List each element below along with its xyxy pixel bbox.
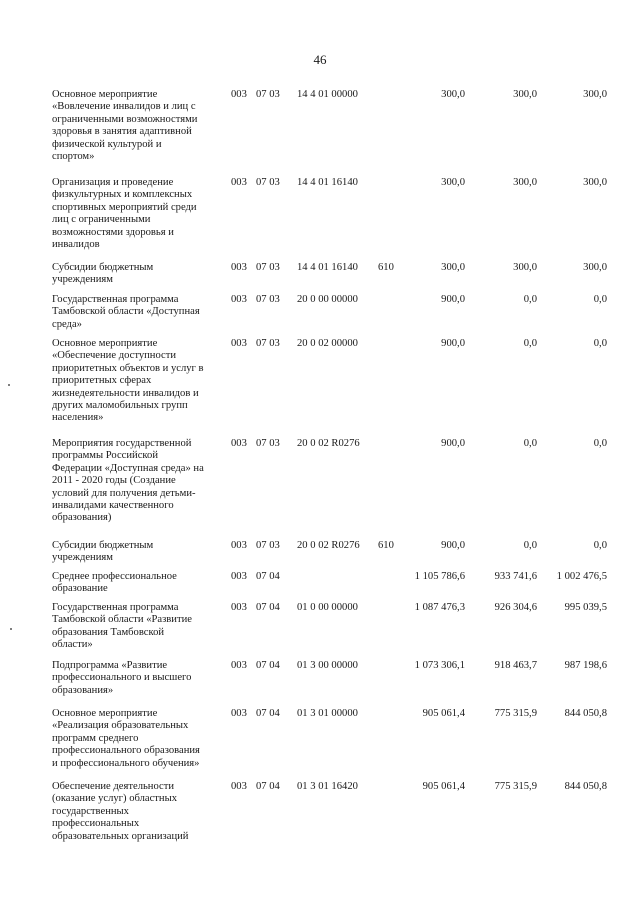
amount-year-1: 1 105 786,6 bbox=[414, 571, 465, 582]
row-name bbox=[52, 660, 228, 697]
department-code: 003 bbox=[231, 294, 247, 305]
row-name-line: лиц с ограниченными bbox=[52, 214, 151, 226]
amount-year-1: 905 061,4 bbox=[422, 708, 465, 719]
section-code: 07 04 bbox=[256, 602, 280, 613]
amount-year-2: 0,0 bbox=[523, 294, 537, 305]
row-name-line: «Обеспечение доступности bbox=[52, 350, 177, 362]
row-name-line: образовательных организаций bbox=[52, 830, 189, 842]
row-name bbox=[52, 438, 228, 525]
row-name-line: других маломобильных групп bbox=[52, 400, 188, 412]
department-code: 003 bbox=[231, 89, 247, 100]
row-name-line: Основное мероприятие bbox=[52, 89, 158, 100]
expense-type-code: 610 bbox=[378, 262, 394, 273]
row-name bbox=[52, 602, 228, 652]
amount-year-1: 900,0 bbox=[441, 540, 465, 551]
department-code: 003 bbox=[231, 338, 247, 349]
department-code: 003 bbox=[231, 177, 247, 188]
row-name bbox=[52, 708, 228, 770]
amount-year-3: 300,0 bbox=[583, 262, 607, 273]
row-name bbox=[52, 781, 228, 843]
row-name-line: Тамбовской области «Развитие bbox=[52, 614, 192, 626]
row-name-line: «Реализация образовательных bbox=[52, 720, 189, 732]
section-code: 07 04 bbox=[256, 660, 280, 671]
amount-year-2: 933 741,6 bbox=[494, 571, 537, 582]
row-name-line: Обеспечение деятельности bbox=[52, 781, 175, 792]
target-article-code: 14 4 01 16140 bbox=[297, 262, 358, 273]
row-name-line: среда» bbox=[52, 318, 82, 330]
department-code: 003 bbox=[231, 438, 247, 449]
row-name bbox=[52, 294, 228, 331]
row-name-line: профессионального и высшего bbox=[52, 672, 192, 684]
row-name-line: Среднее профессиональное bbox=[52, 571, 177, 582]
row-name bbox=[52, 177, 228, 251]
row-name-line: жизнедеятельности инвалидов и bbox=[52, 387, 199, 399]
row-name bbox=[52, 571, 228, 596]
row-name-line: образования Тамбовской bbox=[52, 626, 165, 638]
amount-year-1: 300,0 bbox=[441, 89, 465, 100]
target-article-code: 20 0 02 R0276 bbox=[297, 438, 360, 449]
section-code: 07 03 bbox=[256, 89, 280, 100]
row-name-line: условий для получения детьми- bbox=[52, 487, 196, 499]
row-name-line: учреждениям bbox=[52, 552, 113, 564]
amount-year-3: 995 039,5 bbox=[564, 602, 607, 613]
amount-year-1: 1 073 306,1 bbox=[414, 660, 465, 671]
row-name-line: физической культурой и bbox=[52, 138, 162, 150]
department-code: 003 bbox=[231, 602, 247, 613]
row-name-line: образования» bbox=[52, 684, 114, 696]
amount-year-2: 775 315,9 bbox=[494, 781, 537, 792]
target-article-code: 01 3 01 16420 bbox=[297, 781, 358, 792]
row-name-line: здоровья в занятия адаптивной bbox=[52, 126, 192, 138]
section-code: 07 03 bbox=[256, 177, 280, 188]
row-name-line: учреждениям bbox=[52, 274, 113, 286]
department-code: 003 bbox=[231, 262, 247, 273]
department-code: 003 bbox=[231, 571, 247, 582]
row-name-line: Федерации «Доступная среда» на bbox=[52, 462, 204, 474]
amount-year-1: 900,0 bbox=[441, 438, 465, 449]
amount-year-2: 300,0 bbox=[513, 262, 537, 273]
row-name-line: образование bbox=[52, 583, 108, 595]
row-name-line: Государственная программа bbox=[52, 602, 179, 613]
row-name-line: возможностями здоровья и bbox=[52, 226, 174, 238]
amount-year-1: 1 087 476,3 bbox=[414, 602, 465, 613]
amount-year-2: 0,0 bbox=[523, 338, 537, 349]
amount-year-2: 775 315,9 bbox=[494, 708, 537, 719]
row-name-line: и профессионального обучения» bbox=[52, 757, 200, 769]
row-name-line: приоритетных объектов и услуг в bbox=[52, 362, 204, 374]
department-code: 003 bbox=[231, 660, 247, 671]
expense-type-code: 610 bbox=[378, 540, 394, 551]
amount-year-3: 0,0 bbox=[593, 294, 607, 305]
row-name bbox=[52, 338, 228, 425]
amount-year-2: 0,0 bbox=[523, 438, 537, 449]
row-name-line: приоритетных сферах bbox=[52, 375, 152, 387]
amount-year-2: 300,0 bbox=[513, 89, 537, 100]
row-name-line: профессиональных bbox=[52, 818, 140, 830]
amount-year-3: 0,0 bbox=[593, 438, 607, 449]
row-name bbox=[52, 262, 228, 287]
section-code: 07 04 bbox=[256, 781, 280, 792]
row-name bbox=[52, 540, 228, 565]
amount-year-2: 918 463,7 bbox=[494, 660, 537, 671]
row-name-line: программы Российской bbox=[52, 450, 158, 462]
row-name-line: Организация и проведение bbox=[52, 177, 174, 188]
amount-year-2: 926 304,6 bbox=[494, 602, 537, 613]
amount-year-1: 905 061,4 bbox=[422, 781, 465, 792]
row-name-line: инвалидами качественного bbox=[52, 500, 174, 512]
target-article-code: 20 0 00 00000 bbox=[297, 294, 358, 305]
department-code: 003 bbox=[231, 781, 247, 792]
amount-year-1: 900,0 bbox=[441, 338, 465, 349]
row-name-line: области» bbox=[52, 639, 93, 651]
row-name-line: ограниченными возможностями bbox=[52, 113, 198, 125]
target-article-code: 01 0 00 00000 bbox=[297, 602, 358, 613]
section-code: 07 04 bbox=[256, 708, 280, 719]
row-name-line: образования) bbox=[52, 512, 112, 524]
row-name-line: Тамбовской области «Доступная bbox=[52, 306, 200, 318]
row-name-line: программ среднего bbox=[52, 732, 139, 744]
section-code: 07 03 bbox=[256, 294, 280, 305]
amount-year-3: 300,0 bbox=[583, 177, 607, 188]
row-name-line: спортивных мероприятий среди bbox=[52, 201, 197, 213]
row-name-line: Основное мероприятие bbox=[52, 708, 158, 719]
scan-speck bbox=[10, 628, 12, 630]
amount-year-2: 300,0 bbox=[513, 177, 537, 188]
amount-year-3: 844 050,8 bbox=[564, 708, 607, 719]
scan-speck bbox=[8, 384, 10, 386]
section-code: 07 03 bbox=[256, 262, 280, 273]
row-name-line: Государственная программа bbox=[52, 294, 179, 305]
section-code: 07 04 bbox=[256, 571, 280, 582]
amount-year-1: 300,0 bbox=[441, 177, 465, 188]
section-code: 07 03 bbox=[256, 540, 280, 551]
target-article-code: 20 0 02 00000 bbox=[297, 338, 358, 349]
row-name bbox=[52, 89, 228, 163]
row-name-line: (оказание услуг) областных bbox=[52, 793, 178, 805]
department-code: 003 bbox=[231, 540, 247, 551]
row-name-line: Субсидии бюджетным bbox=[52, 540, 154, 551]
section-code: 07 03 bbox=[256, 438, 280, 449]
target-article-code: 14 4 01 16140 bbox=[297, 177, 358, 188]
amount-year-1: 900,0 bbox=[441, 294, 465, 305]
row-name-line: Субсидии бюджетным bbox=[52, 262, 154, 273]
amount-year-1: 300,0 bbox=[441, 262, 465, 273]
section-code: 07 03 bbox=[256, 338, 280, 349]
amount-year-3: 0,0 bbox=[593, 540, 607, 551]
amount-year-3: 0,0 bbox=[593, 338, 607, 349]
amount-year-3: 1 002 476,5 bbox=[556, 571, 607, 582]
target-article-code: 01 3 00 00000 bbox=[297, 660, 358, 671]
row-name-line: профессионального образования bbox=[52, 745, 200, 757]
target-article-code: 14 4 01 00000 bbox=[297, 89, 358, 100]
amount-year-3: 844 050,8 bbox=[564, 781, 607, 792]
target-article-code: 20 0 02 R0276 bbox=[297, 540, 360, 551]
amount-year-3: 300,0 bbox=[583, 89, 607, 100]
row-name-line: Основное мероприятие bbox=[52, 338, 158, 349]
row-name-line: 2011 - 2020 годы (Создание bbox=[52, 475, 176, 487]
row-name-line: Мероприятия государственной bbox=[52, 438, 192, 449]
amount-year-2: 0,0 bbox=[523, 540, 537, 551]
row-name-line: спортом» bbox=[52, 151, 95, 163]
row-name-line: инвалидов bbox=[52, 239, 100, 251]
page-number: 46 bbox=[313, 52, 327, 67]
row-name-line: «Вовлечение инвалидов и лиц с bbox=[52, 101, 196, 113]
row-name-line: государственных bbox=[52, 805, 129, 817]
row-name-line: населения» bbox=[52, 412, 104, 424]
amount-year-3: 987 198,6 bbox=[564, 660, 607, 671]
row-name-line: физкультурных и комплексных bbox=[52, 189, 193, 201]
department-code: 003 bbox=[231, 708, 247, 719]
row-name-line: Подпрограмма «Развитие bbox=[52, 660, 168, 671]
target-article-code: 01 3 01 00000 bbox=[297, 708, 358, 719]
